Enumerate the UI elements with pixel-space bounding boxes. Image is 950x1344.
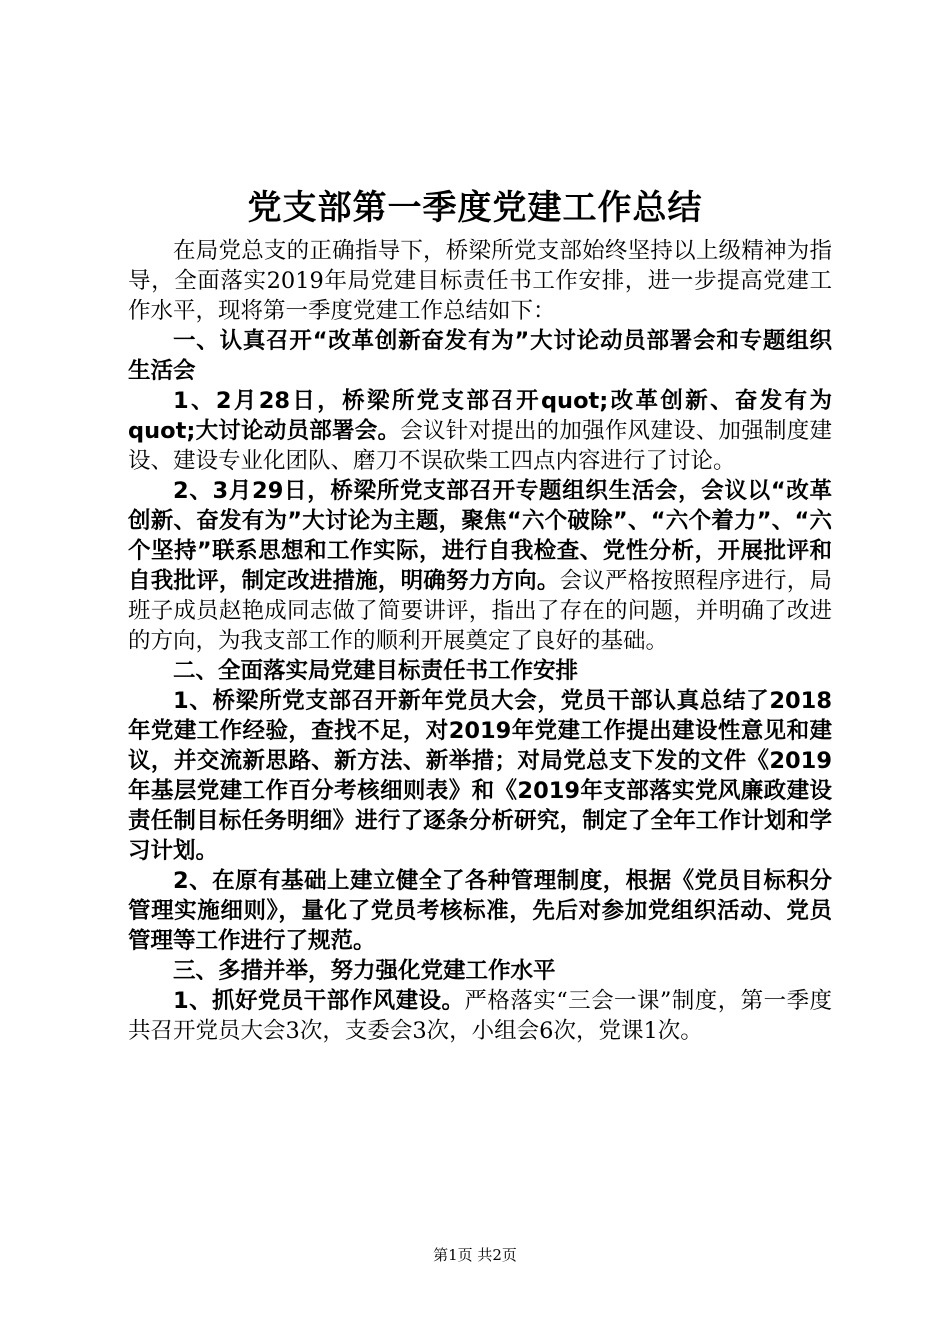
paragraph-lead: 1、2月28日，桥梁所党支部召开quot;改革创新、奋发有为quot;大讨论动员部署会。	[128, 388, 832, 444]
paragraph-2-2: 2、在原有基础上建立健全了各种管理制度，根据《党员目标积分管理实施细则》，量化了党员考核标准，先后对参加党组织活动、党员管理等工作进行了规范。	[128, 868, 832, 954]
paragraph-1-1	[128, 386, 832, 476]
paragraph-rest: 会议严格按照程序进行，局班子成员赵艳成同志做了简要讲评，指出了存在的问题，并明确了改进的方向，为我支部工作的顺利开展奠定了良好的基础。	[128, 568, 832, 654]
paragraph-2-1: 1、桥梁所党支部召开新年党员大会，党员干部认真总结了2018年党建工作经验，查找不足，对2019年党建工作提出建设性意见和建议，并交流新思路、新方法、新举措；对局党总支下发的文件《2019年基层党建工作百分考核细则表》和《2019年支部落实党风廉政建设责任制目标任务明细》进行了逐条分析研究，制定了全年工作计划和学习计划。	[128, 688, 832, 864]
section-heading-3: 三、多措并举，努力强化党建工作水平	[173, 958, 556, 984]
intro-paragraph: 在局党总支的正确指导下，桥梁所党支部始终坚持以上级精神为指导，全面落实2019年局党建目标责任书工作安排，进一步提高党建工作水平，现将第一季度党建工作总结如下：	[128, 238, 832, 324]
paragraph-1-2	[128, 476, 832, 656]
paragraph-rest: 严格落实“三会一课”制度，第一季度共召开党员大会3次，支委会3次，小组会6次，党课1次。	[128, 988, 833, 1044]
paragraph-rest: 会议针对提出的加强作风建设、加强制度建设、建设专业化团队、磨刀不误砍柴工四点内容进行了讨论。	[128, 418, 832, 474]
paragraph-3-1	[128, 986, 832, 1046]
paragraph-lead: 1、抓好党员干部作风建设。	[173, 988, 465, 1014]
document-title: 党支部第一季度党建工作总结	[247, 188, 703, 228]
section-heading-1: 一、认真召开“改革创新奋发有为”大讨论动员部署会和专题组织生活会	[128, 328, 832, 384]
paragraph-lead: 2、3月29日，桥梁所党支部召开专题组织生活会，会议以“改革创新、奋发有为”大讨论为主题，聚焦“六个破除”、“六个着力”、“六个坚持”联系思想和工作实际，进行自我检查、党性分析，开展批评和自我批评，制定改进措施，明确努力方向。	[128, 478, 832, 594]
section-heading-2: 二、全面落实局党建目标责任书工作安排	[173, 658, 579, 684]
document-body	[128, 236, 832, 1046]
page-footer: 第1页 共2页	[433, 1246, 517, 1264]
